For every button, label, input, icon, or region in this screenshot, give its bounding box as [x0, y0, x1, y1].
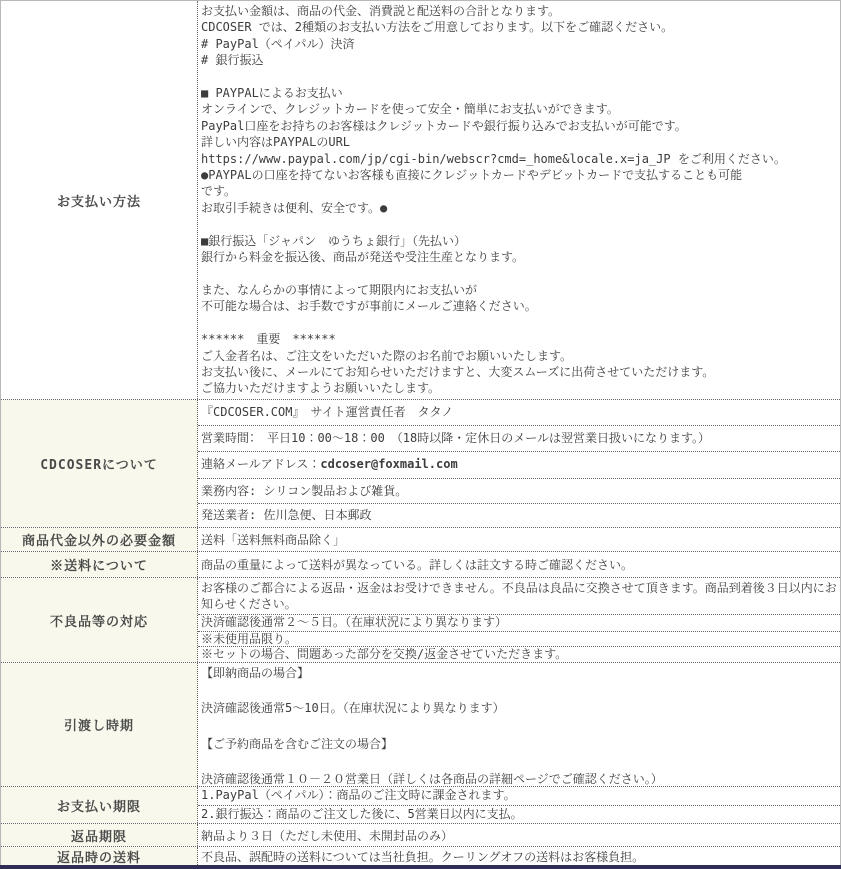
- shipping-note-label: ※送料について: [1, 552, 198, 577]
- text-line: ご協力いただけますようお願いいたします。: [201, 381, 441, 396]
- row-return-shipping: [1, 846, 840, 865]
- text-line: お支払い金額は、商品の代金、消費説と配送料の合計となります。: [201, 4, 561, 18]
- extra-fees-label: 商品代金以外の必要金額: [1, 528, 198, 551]
- extra-fees-text: 送料「送料無料商品除く」: [201, 533, 346, 547]
- text-line: ****** 重要 ******: [201, 332, 336, 347]
- about-contact: [198, 452, 840, 480]
- payment-method-text: [198, 1, 840, 397]
- text-line: 詳しい内容はPAYPALのURL: [201, 135, 351, 150]
- row-payment-method: [1, 1, 840, 399]
- about-business-scope: 業務内容: シリコン製品および雑貨。: [198, 479, 840, 504]
- defective-handling-label: 不良品等の対応: [1, 578, 198, 662]
- defective-unused-note: ※未使用品限り。: [198, 632, 840, 647]
- contact-label: 連絡メールアドレス：: [201, 457, 321, 472]
- text-line: です。: [201, 184, 237, 199]
- text-line: 【即納商品の場合】: [201, 666, 310, 680]
- text-line: [201, 683, 840, 701]
- text-line: 銀行から料金を振込後、商品が発送や受注生産となります。: [201, 250, 525, 265]
- text-line: # PayPal（ペイパル）決済: [201, 36, 355, 51]
- text-line: また、なんらかの事情によって期限内にお支払いが: [201, 282, 478, 297]
- defective-policy-text: お客様のご都合による返品・返金はお受けできません。不良品は良品に交換させて頂きます。商品到着後３日以内にお知らせください。: [198, 578, 840, 615]
- text-line: 決済確認後通常5～10日。（在庫状況により異なります）: [201, 701, 505, 716]
- about-label: CDCOSERについて: [1, 400, 198, 527]
- return-shipping-label: 返品時の送料: [1, 847, 198, 865]
- text-line: [201, 754, 840, 772]
- row-delivery-time: [1, 662, 840, 786]
- payment-method-content: [198, 1, 840, 399]
- about-shipping-carriers: 発送業者: 佐川急便、日本郵政: [201, 508, 372, 523]
- defective-handling-content: [198, 578, 840, 662]
- payment-deadline-content: [198, 787, 840, 823]
- about-business-hours: 営業時間： 平日10：00～18：00 （18時以降・定休日のメールは翌営業日扱いになります。）: [198, 426, 840, 452]
- payment-deadline-label: お支払い期限: [1, 787, 198, 823]
- return-deadline-label: 返品期限: [1, 824, 198, 846]
- text-line: お支払い後に、メールにてお知らせいただけますと、大変スムーズに出荷させていただけます。: [201, 364, 715, 379]
- text-line: ■銀行振込「ジャパン ゆうちょ銀行」（先払い）: [201, 233, 466, 248]
- shipping-note-text: 商品の重量によって送料が異なっている。詳しくは註文する時ご確認ください。: [201, 558, 634, 572]
- text-line: [201, 216, 840, 232]
- row-defective-handling: [1, 577, 840, 662]
- text-line: ご入金者名は、ご注文をいただいた際のお名前でお願いいたします。: [201, 348, 573, 363]
- shipping-note-content: [198, 552, 840, 577]
- extra-fees-content: [198, 528, 840, 551]
- text-line: 【ご予約商品を含むご注文の場合】: [201, 736, 394, 751]
- about-site-manager: 『CDCOSER.COM』 サイト運営責任者 タタノ: [198, 400, 840, 426]
- text-line: 不可能な場合は、お手数ですが事前にメールご連絡ください。: [201, 299, 537, 314]
- deadline-bank-transfer: 2.銀行振込：商品のご注文した後に、5営業日以内に支払。: [201, 806, 523, 821]
- return-shipping-content: [198, 847, 840, 865]
- return-deadline-content: [198, 824, 840, 846]
- return-shipping-text: 不良品、誤配時の送料については当社負担。クーリングオフの送料はお客様負担。: [201, 849, 645, 864]
- row-extra-fees: [1, 527, 840, 551]
- row-shipping-note: [1, 551, 840, 577]
- bottom-bar: [0, 865, 841, 869]
- defective-processing-time: 決済確認後通常２～５日。（在庫状況により異なります）: [198, 615, 840, 633]
- about-content: [198, 400, 840, 527]
- text-line: [201, 69, 840, 85]
- text-line: ■ PAYPALによるお支払い: [201, 86, 343, 101]
- defective-set-note: ※セットの場合、問題あった部分を交換/返金させていただきます。: [201, 647, 568, 662]
- row-return-deadline: [1, 823, 840, 846]
- text-line: [201, 315, 840, 331]
- delivery-time-label: 引渡し時期: [1, 663, 198, 786]
- delivery-time-text: [198, 663, 840, 786]
- text-line: 決済確認後通常１０－２０営業日（詳しくは各商品の詳細ページでご確認ください。）: [201, 772, 663, 786]
- row-payment-deadline: [1, 786, 840, 823]
- delivery-time-content: [198, 663, 840, 786]
- contact-email: cdcoser@foxmail.com: [320, 457, 458, 472]
- text-line: [201, 718, 840, 736]
- text-line: # 銀行振込: [201, 53, 264, 68]
- deadline-paypal: 1.PayPal（ペイパル）：商品のご注文時に課金されます。: [198, 787, 840, 806]
- text-line: https://www.paypal.com/jp/cgi-bin/webscr?cmd=_home&locale.x=ja_JP をご利用ください。: [201, 151, 786, 166]
- text-line: オンラインで、クレジットカードを使って安全・簡単にお支払いができます。: [201, 102, 619, 117]
- text-line: お取引手続きは便利、安全です。●: [201, 200, 388, 215]
- payment-method-label: お支払い方法: [1, 1, 198, 399]
- return-deadline-text: 納品より３日（ただし未使用、未開封品のみ）: [201, 828, 454, 843]
- text-line: PayPal口座をお持ちのお客様はクレジットカードや銀行振り込みでお支払いが可能です。: [201, 118, 687, 133]
- text-line: [201, 266, 840, 282]
- text-line: ●PAYPALの口座を持てないお客様も直接にクレジットカードやデビットカードで支払することも可能: [201, 168, 743, 183]
- text-line: CDCOSER では、2種類のお支払い方法をご用意しております。以下をご確認ください。: [201, 20, 674, 35]
- row-about: [1, 399, 840, 527]
